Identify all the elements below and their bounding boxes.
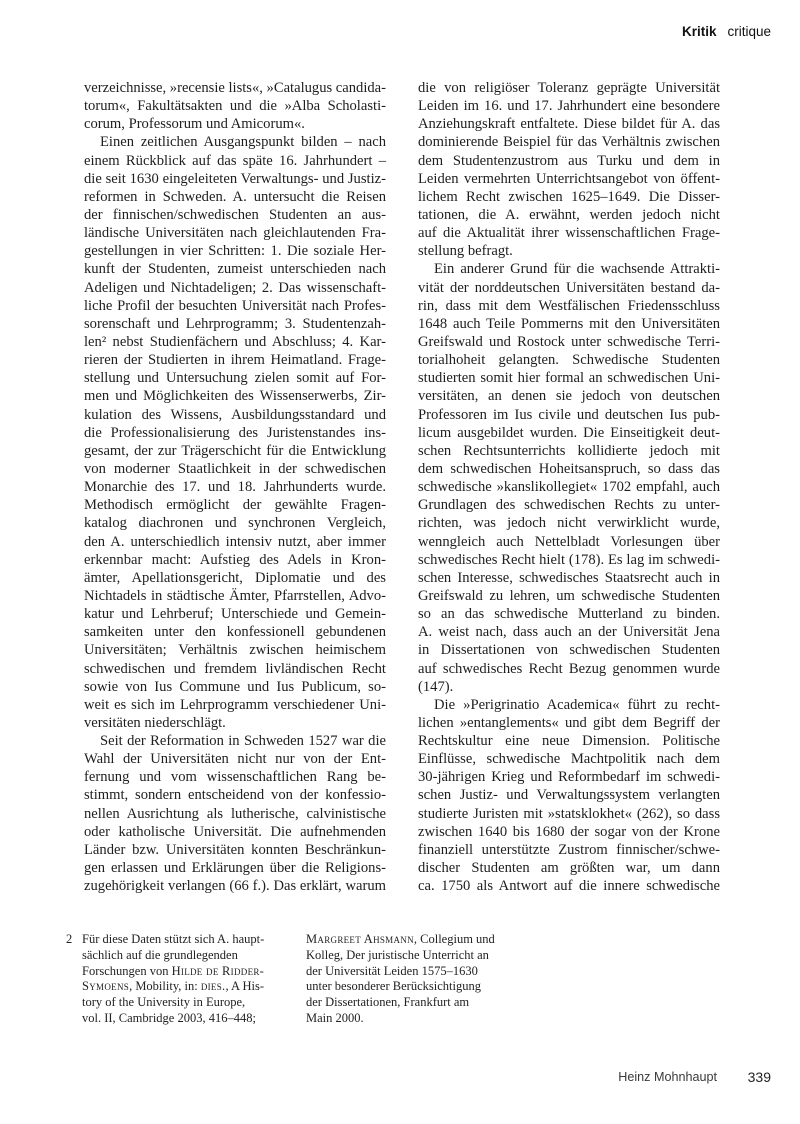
- paragraph: [418, 79, 720, 260]
- footnote-line: [82, 979, 297, 995]
- text-line: von moderner Staatlichkeit in der schwedischen: [84, 460, 386, 477]
- text-line: Monarchie des 17. und 18. Jahrhunderts wurde.: [84, 479, 386, 496]
- paragraph: [418, 260, 720, 695]
- text-line: dem Studentenzustrom aus Turku und dem in: [418, 152, 720, 169]
- text-column-right: [418, 79, 720, 895]
- text-line: den A. unterschiedlich intensiv nutzt, aber immer: [84, 533, 386, 550]
- footnote-line: [306, 964, 521, 980]
- text-line: einem Rückblick auf das späte 16. Jahrhundert –: [84, 152, 386, 169]
- footnote-line: [82, 1011, 297, 1027]
- footnote-text: , Collegium und: [413, 932, 495, 946]
- text-line: so an das schwedische Mutterland zu binden.: [418, 606, 720, 623]
- footnote-line: [82, 964, 297, 980]
- footnote-line: [82, 932, 297, 948]
- text-line: vität der norddeutschen Universitäten bestand da-: [418, 279, 720, 296]
- footnote-text: der Dissertationen, Frankfurt am: [306, 995, 470, 1010]
- text-line: fernung und vom wissenschaftlichen Rang be-: [84, 769, 386, 786]
- footnote-text: , A His-: [225, 979, 265, 994]
- footnote-text: vol. II, Cambridge 2003, 416–448;: [82, 1010, 256, 1025]
- text-line: die von religiöser Toleranz geprägte Universität: [418, 80, 720, 96]
- section-label: Kritik: [681, 24, 717, 39]
- text-line: auf schwedisches Recht Bezug genommen wurde: [418, 660, 720, 677]
- text-line: studierte Juristen mit »statsklokhet« (262), so dass: [418, 805, 720, 822]
- text-line: licum ausgebildet wurden. Die Einseitigkeit deut-: [418, 424, 720, 441]
- page-number: 339: [747, 1069, 771, 1085]
- text-line: ämter, Apellationsgericht, Diplomatie und des: [84, 569, 386, 586]
- text-column-left: [84, 79, 386, 895]
- running-header: [682, 24, 771, 40]
- text-line: katur und Lehrberuf; Unterschiede und Gemein-: [84, 606, 386, 623]
- text-line: Greifswald und Rostock unter schwedische Terri-: [418, 333, 720, 350]
- cited-author-name: dies.: [200, 979, 226, 994]
- text-line: Ein anderer Grund für die wachsende Attrakti-: [434, 261, 720, 278]
- text-line: Die »Perigrinatio Academica« führt zu recht-: [434, 696, 720, 713]
- text-line: Rechtskultur eine neue Dimension. Politische: [418, 733, 720, 750]
- cited-author-name: Symoens: [82, 979, 130, 994]
- text-line: 30-jährigen Krieg und Reformbedarf im schwedi-: [418, 769, 720, 786]
- text-line: Professoren im Ius civile und deutschen Ius pub-: [418, 406, 720, 423]
- text-line: Leiden vermehrten Unterrichtsangebot von öffent-: [418, 170, 720, 187]
- cited-author-name: Margreet Ahsmann: [306, 932, 414, 946]
- running-author-name: Heinz Mohnhaupt: [618, 1070, 717, 1084]
- text-line: (147).: [418, 678, 454, 695]
- text-line: len² nebst Studienfächern und Abschluss; 4. Kar-: [84, 333, 386, 350]
- text-line: in Dissertationen von schwedischen Studenten: [418, 642, 720, 659]
- text-line: rin, dass mit dem Westfälischen Friedensschluss: [418, 297, 720, 314]
- text-line: Adeligen und Nichtadeligen; 2. Das wissenschaft-: [84, 279, 386, 296]
- text-line: zwischen 1640 bis 1680 der sogar von der Krone: [418, 823, 720, 840]
- text-line: tationen, die A. erwähnt, werden jedoch nicht: [418, 206, 720, 223]
- text-line: gestellungen in vier Schritten: 1. Die soziale Her-: [84, 243, 386, 260]
- text-line: der finnischen/schwedischen Studenten an aus-: [84, 206, 386, 223]
- text-line: Nichtadels in städtische Ämter, Pfarrstellen, Advo-: [84, 587, 386, 604]
- text-line: Wahl der Universitäten nicht nur von der Ent-: [84, 751, 386, 768]
- footnote-text: der Universität Leiden 1575–1630: [306, 963, 478, 978]
- text-line: Seit der Reformation in Schweden 1527 war die: [100, 733, 386, 750]
- text-line: oder katholische Universität. Die aufnehmenden: [84, 823, 386, 840]
- text-line: die Professionalisierung des Juristenstandes ins-: [84, 424, 386, 441]
- text-line: liche Profil der besuchten Universität nach Profes-: [84, 297, 386, 314]
- text-line: versitäten, an denen sie jedoch von deutschen: [418, 388, 720, 405]
- footnote-text: sächlich auf die grundlegenden: [82, 947, 238, 962]
- text-line: men und Möglichkeiten des Wissenserwerbs, Zir-: [84, 388, 386, 405]
- text-line: Länder bzw. Universitäten konnten Beschränkun-: [84, 841, 386, 858]
- text-line: Methodisch ermöglicht der gewählte Fragen-: [84, 497, 386, 514]
- text-line: Einflüsse, schwedische Machtpolitik nach dem: [418, 751, 720, 768]
- text-line: Grundlagen des schwedischen Rechts zu unter-: [418, 497, 720, 514]
- paragraph: [84, 732, 386, 895]
- text-line: sorenschaft und Lehrprogramm; 3. Studentenzah-: [84, 315, 386, 332]
- footnote-line: [82, 995, 297, 1011]
- text-line: dem schwedischen Hoheitsanspruch, so dass das: [418, 460, 720, 477]
- text-line: Greifswald zu lehren, um schwedische Studenten: [418, 587, 720, 604]
- text-line: gesamt, der zur Trägerschicht für die Entwicklung: [84, 442, 386, 459]
- text-line: schen Justiz- und Verwaltungssystem verlangten: [418, 787, 720, 804]
- text-line: torum«, Fakultätsakten und die »Alba Scholasti-: [84, 98, 386, 115]
- footnote-text: Main 2000.: [306, 1010, 364, 1025]
- text-line: schen Rechtsunterrichts kollidierte jedoch mit: [418, 442, 720, 459]
- text-line: samkeiten unter den konfessionell gebundenen: [84, 624, 386, 641]
- text-line: ca. 1750 als Antwort auf die innere schwedische: [418, 878, 720, 895]
- text-line: Einen zeitlichen Ausgangspunkt bilden – nach: [100, 134, 386, 151]
- text-line: Anziehungskraft entfaltete. Diese bildet für A. das: [418, 116, 720, 133]
- section-label-translation: critique: [727, 24, 771, 39]
- text-line: stimmt, sondern entscheidend von der konfessio-: [84, 787, 386, 804]
- text-line: erkennbar macht: Aufstieg des Adels in Kron-: [84, 551, 386, 568]
- text-line: reformen in Schweden. A. untersucht die Reisen: [84, 188, 386, 205]
- text-line: zugehörigkeit verlangen (66 f.). Das erklärt, warum: [84, 878, 386, 895]
- footnote-number: 2: [66, 932, 73, 946]
- text-line: ländische Universitäten nach gleichlautenden Fra-: [84, 225, 386, 242]
- footnote-line: [306, 995, 521, 1011]
- text-line: torialhoheit gelangten. Schwedische Studenten: [418, 352, 720, 369]
- footnote-text: Forschungen von: [82, 963, 172, 978]
- paragraph: [84, 79, 386, 133]
- text-line: Universitäten; Verhältnis zwischen heimischem: [84, 642, 386, 659]
- text-line: nellen Ausrichtung als lutherische, calvinistische: [84, 805, 386, 822]
- text-line: richten, was jedoch nicht verwirklicht wurde,: [418, 515, 720, 532]
- text-line: schwedische »kanslikollegiet« 1702 empfahl, auch: [418, 479, 720, 496]
- text-line: verzeichnisse, »recensie lists«, »Catalugus candida-: [84, 80, 386, 96]
- text-line: kulation des Wissens, Ausbildungsstandard und: [84, 406, 386, 423]
- text-line: schwedisches Recht hielt (178). Es lag im schwedi-: [418, 551, 720, 568]
- text-line: Leiden im 16. und 17. Jahrhundert eine besondere: [418, 98, 720, 115]
- footnote-line: [306, 948, 521, 964]
- text-line: die seit 1630 eingeleiteten Verwaltungs- und Justiz-: [84, 170, 386, 187]
- footnote-line: [82, 948, 297, 964]
- footnote: [0, 932, 800, 1032]
- footnote-text: tory of the University in Europe,: [82, 995, 246, 1010]
- text-line: discher Studenten am größten war, um dann: [418, 860, 720, 877]
- text-line: schen Interesse, schwedisches Staatsrecht auch in: [418, 569, 720, 586]
- paragraph: [84, 133, 386, 732]
- footnote-line: [306, 979, 521, 995]
- text-line: wenngleich auch Nettelbladt Vorlesungen über: [418, 533, 720, 550]
- text-line: 1648 auch Teile Pommerns mit den Universitäten: [418, 315, 720, 332]
- footnote-text: Kolleg, Der juristische Unterricht an: [306, 947, 489, 962]
- footnote-text: unter besonderer Berücksichtigung: [306, 979, 481, 994]
- text-line: A. weist nach, dass auch an der Universität Jena: [418, 624, 720, 641]
- text-line: schwedischen und fremdem livländischen Recht: [84, 660, 386, 677]
- footnote-block-left: [82, 932, 297, 1027]
- text-line: rieren der Studierten in ihrem Heimatland. Frage-: [84, 352, 386, 369]
- text-line: dominierende Beispiel für das Verhältnis zwischen: [418, 134, 720, 151]
- text-line: studierten somit hier formal an schwedischen Uni-: [418, 370, 720, 387]
- text-line: finanziell unterstützte Zustrom finnischer/schwe-: [418, 841, 720, 858]
- footnote-line: [306, 1011, 521, 1027]
- text-line: weit es sich im Lehrprogramm verschiedener Uni-: [84, 696, 386, 713]
- footnote-text: , Mobility, in:: [129, 979, 201, 994]
- text-line: lichen »entanglements« und gibt dem Begriff der: [418, 714, 720, 731]
- paragraph: [418, 696, 720, 896]
- text-line: lichem Recht zwischen 1625–1649. Die Disser-: [418, 188, 720, 205]
- text-line: kunft der Studenten, zumeist unterschieden nach: [84, 261, 386, 278]
- text-line: sowie von Ius Commune und Ius Publicum, so-: [84, 678, 386, 695]
- text-line: versitäten niederschlägt.: [84, 714, 226, 731]
- footnote-line: [306, 932, 521, 948]
- footnote-block-right: [306, 932, 521, 1027]
- footnote-text: Für diese Daten stützt sich A. haupt-: [82, 932, 265, 946]
- text-line: katalog diachronen und synchronen Vergleich,: [84, 515, 386, 532]
- text-line: stellung und Untersuchung zielen somit auf For-: [84, 370, 386, 387]
- cited-author-name: Hilde de Ridder-: [171, 963, 265, 978]
- text-line: corum, Professorum und Amicorum«.: [84, 116, 305, 133]
- text-line: auf die Aktualität ihrer wissenschaftlichen Frage-: [418, 225, 720, 242]
- text-line: gen erlassen und Erklärungen über die Religions-: [84, 860, 386, 877]
- text-line: stellung befragt.: [418, 243, 513, 260]
